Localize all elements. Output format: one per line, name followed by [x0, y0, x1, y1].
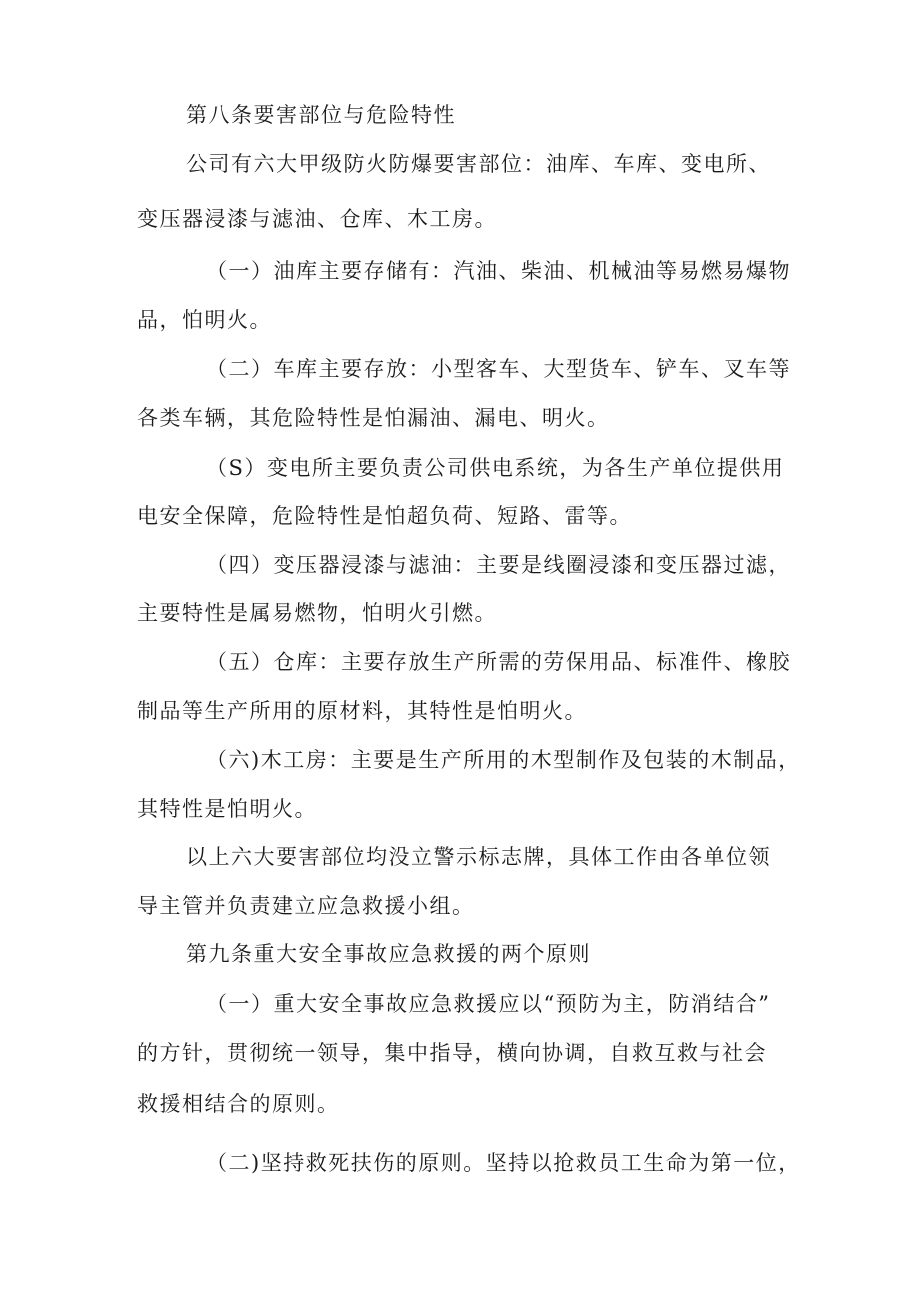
paragraph-line: 公司有六大甲级防火防爆要害部位：油库、车库、变电所、 [186, 152, 771, 176]
paragraph-line: 各类车辆，其危险特性是怕漏油、漏电、明火。 [137, 406, 610, 430]
paragraph-line: 制品等生产所用的原材料，其特性是怕明火。 [137, 699, 587, 723]
paragraph-line: 导主管并负责建立应急救援小组。 [137, 894, 475, 918]
section-heading-article-9: 第九条重大安全事故应急救援的两个原则 [186, 942, 591, 966]
paragraph-line: 品，怕明火。 [137, 308, 272, 332]
paragraph-line: 主要特性是属易燃物，怕明火引燃。 [137, 601, 497, 625]
section-heading-article-8: 第八条要害部位与危险特性 [186, 103, 456, 127]
paragraph-line: （六)木工房：主要是生产所用的木型制作及包装的木制品， [206, 748, 801, 772]
paragraph-line: 的方针，贯彻统一领导，集中指导，横向协调，自救互救与社会 [137, 1041, 767, 1065]
paragraph-line: 救援相结合的原则。 [137, 1092, 340, 1116]
paragraph-line: （二)坚持救死扶伤的原则。坚持以抢救员工生命为第一位， [206, 1151, 801, 1175]
paragraph-line: 其特性是怕明火。 [137, 797, 317, 821]
paragraph-line: 变压器浸漆与滤油、仓库、木工房。 [137, 207, 497, 231]
paragraph-line: （五）仓库：主要存放生产所需的劳保用品、标准件、橡胶 [206, 650, 791, 674]
paragraph-line: （一）重大安全事故应急救援应以“预防为主，防消结合” [206, 992, 771, 1016]
paragraph-line: 电安全保障，危险特性是怕超负荷、短路、雷等。 [137, 504, 632, 528]
paragraph-line: （四）变压器浸漆与滤油：主要是线圈浸漆和变压器过滤， [206, 553, 791, 577]
paragraph-line: （二）车库主要存放：小型客车、大型货车、铲车、叉车等 [206, 357, 791, 381]
paragraph-line: （S）变电所主要负责公司供电系统，为各生产单位提供用 [206, 456, 785, 480]
paragraph-line: （一）油库主要存储有：汽油、柴油、机械油等易燃易爆物 [206, 259, 791, 283]
paragraph-line: 以上六大要害部位均没立警示标志牌，具体工作由各单位领 [186, 845, 771, 869]
